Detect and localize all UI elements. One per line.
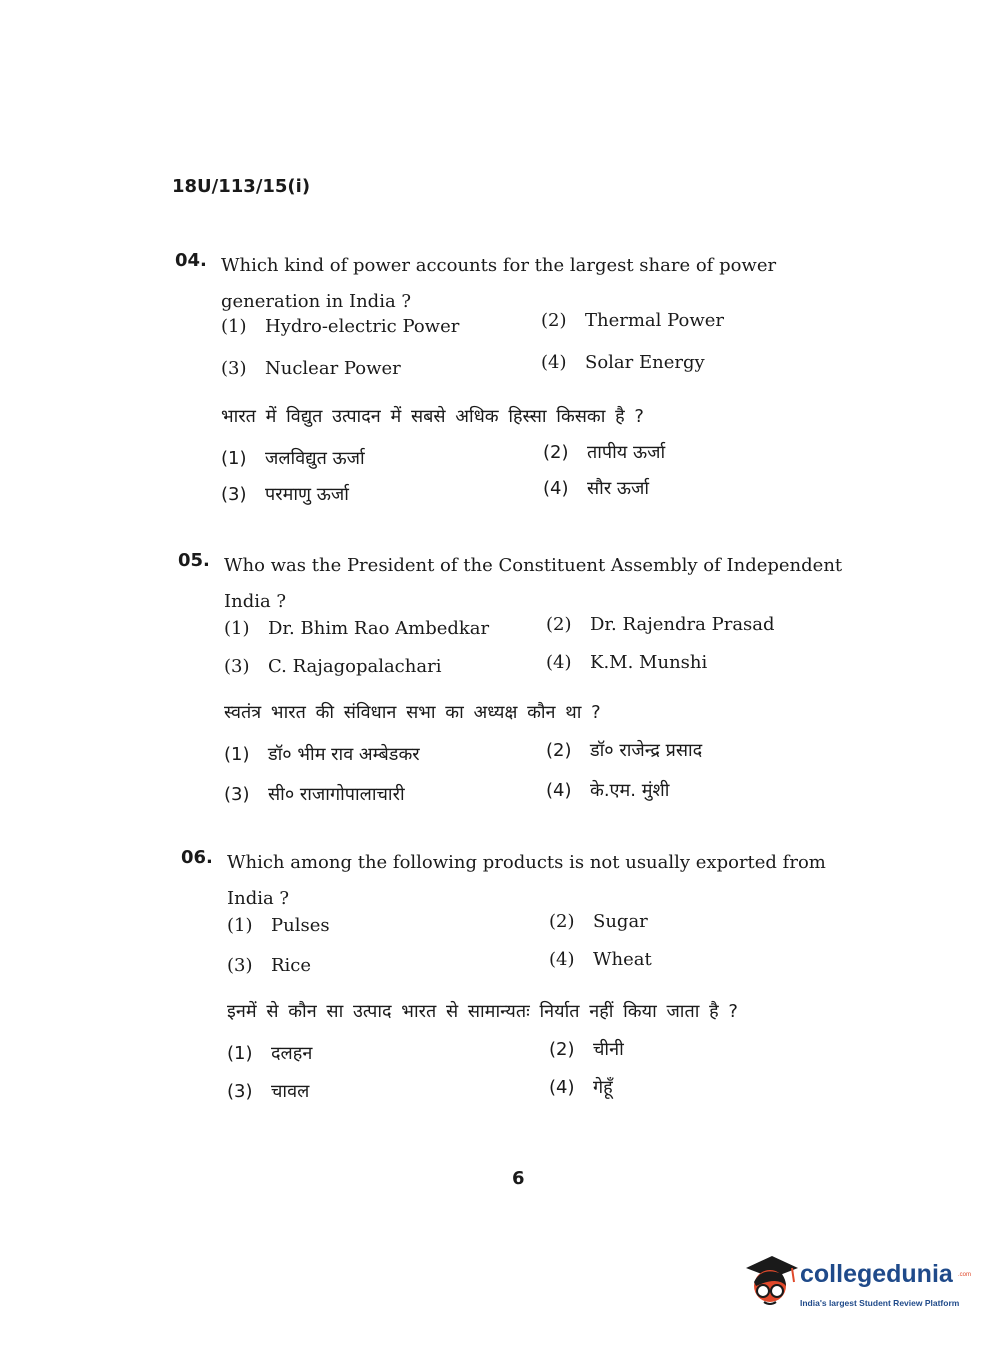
question-text-hi: भारत में विद्युत उत्पादन में सबसे अधिक हिस्सा किसका है ?: [221, 406, 644, 427]
option-label: (2): [549, 1039, 575, 1060]
option-1: [227, 915, 330, 936]
option-4: [549, 949, 652, 970]
option-label: (4): [549, 949, 575, 970]
option-text: परमाणु ऊर्जा: [265, 484, 349, 505]
question-text-en: Which kind of power accounts for the largest share of power generation in India ?: [221, 255, 777, 312]
option-text: Nuclear Power: [265, 358, 401, 379]
option-1: [221, 316, 459, 337]
collegedunia-watermark: [742, 1250, 972, 1322]
option-4: [541, 352, 705, 373]
option-1-hi: [224, 742, 420, 766]
option-label: (3): [221, 484, 247, 505]
option-text: Sugar: [593, 911, 648, 932]
option-label: (4): [546, 652, 572, 673]
page-number: 6: [512, 1168, 525, 1189]
option-text: Dr. Bhim Rao Ambedkar: [268, 618, 490, 639]
option-label: (3): [227, 1081, 253, 1102]
option-text: Hydro-electric Power: [265, 316, 460, 337]
option-3: [224, 656, 441, 677]
option-1-hi: [221, 446, 365, 470]
brand-tagline: India's largest Student Review Platform: [800, 1298, 960, 1308]
option-2-hi: [549, 1037, 624, 1061]
option-label: (4): [546, 780, 572, 801]
question-number: 05.: [178, 550, 210, 571]
option-text: डॉ० भीम राव अम्बेडकर: [268, 744, 420, 765]
option-label: (1): [227, 915, 253, 936]
student-mascot-icon: [742, 1250, 798, 1314]
option-text: दलहन: [271, 1043, 313, 1064]
option-text: C. Rajagopalachari: [268, 656, 442, 677]
question-number: 04.: [175, 250, 207, 271]
option-3-hi: [227, 1079, 309, 1103]
option-label: (1): [224, 744, 250, 765]
question-text-en: Who was the President of the Constituent Assembly of Independent India ?: [224, 555, 843, 612]
option-4-hi: [546, 778, 669, 802]
option-label: (3): [224, 784, 250, 805]
option-text: गेहूँ: [593, 1077, 613, 1098]
option-1-hi: [227, 1041, 312, 1065]
option-text: Pulses: [271, 915, 330, 936]
option-label: (1): [221, 448, 247, 469]
option-text: Thermal Power: [585, 310, 725, 331]
option-text: सी० राजागोपालाचारी: [268, 784, 405, 805]
paper-code: 18U/113/15(i): [172, 176, 311, 197]
question-text-hi: इनमें से कौन सा उत्पाद भारत से सामान्यतः निर्यात नहीं किया जाता है ?: [227, 1001, 738, 1022]
option-text: डॉ० राजेन्द्र प्रसाद: [590, 740, 703, 761]
question-text-en: Which among the following products is not usually exported from India ?: [227, 852, 826, 909]
option-2: [546, 614, 775, 635]
question-text-hi: स्वतंत्र भारत की संविधान सभा का अध्यक्ष कौन था ?: [224, 702, 601, 723]
option-text: जलविद्युत ऊर्जा: [265, 448, 365, 469]
option-text: तापीय ऊर्जा: [587, 442, 666, 463]
option-4: [546, 652, 707, 673]
brand-name: collegedunia: [800, 1260, 953, 1288]
option-3-hi: [224, 782, 405, 806]
option-3-hi: [221, 482, 349, 506]
option-label: (2): [546, 614, 572, 635]
brand-dotcom: .com: [958, 1272, 972, 1278]
option-label: (2): [541, 310, 567, 331]
question-number: 06.: [181, 847, 213, 868]
option-text: Solar Energy: [585, 352, 705, 373]
option-2: [549, 911, 648, 932]
option-label: (2): [549, 911, 575, 932]
option-label: (4): [541, 352, 567, 373]
option-label: (3): [224, 656, 250, 677]
option-label: (1): [224, 618, 250, 639]
option-text: के.एम. मुंशी: [590, 780, 670, 801]
option-text: K.M. Munshi: [590, 652, 708, 673]
option-3: [227, 955, 311, 976]
option-label: (4): [549, 1077, 575, 1098]
option-text: Dr. Rajendra Prasad: [590, 614, 775, 635]
option-4-hi: [543, 476, 649, 500]
option-label: (2): [546, 740, 572, 761]
option-text: Rice: [271, 955, 312, 976]
option-label: (4): [543, 478, 569, 499]
option-2-hi: [543, 440, 665, 464]
option-label: (1): [221, 316, 247, 337]
option-4-hi: [549, 1075, 613, 1099]
option-text: चीनी: [593, 1039, 624, 1060]
option-label: (3): [221, 358, 247, 379]
option-label: (2): [543, 442, 569, 463]
option-2: [541, 310, 724, 331]
option-label: (1): [227, 1043, 253, 1064]
option-1: [224, 618, 489, 639]
option-text: सौर ऊर्जा: [587, 478, 650, 499]
option-2-hi: [546, 738, 702, 762]
option-3: [221, 358, 401, 379]
option-label: (3): [227, 955, 253, 976]
option-text: चावल: [271, 1081, 310, 1102]
option-text: Wheat: [593, 949, 652, 970]
